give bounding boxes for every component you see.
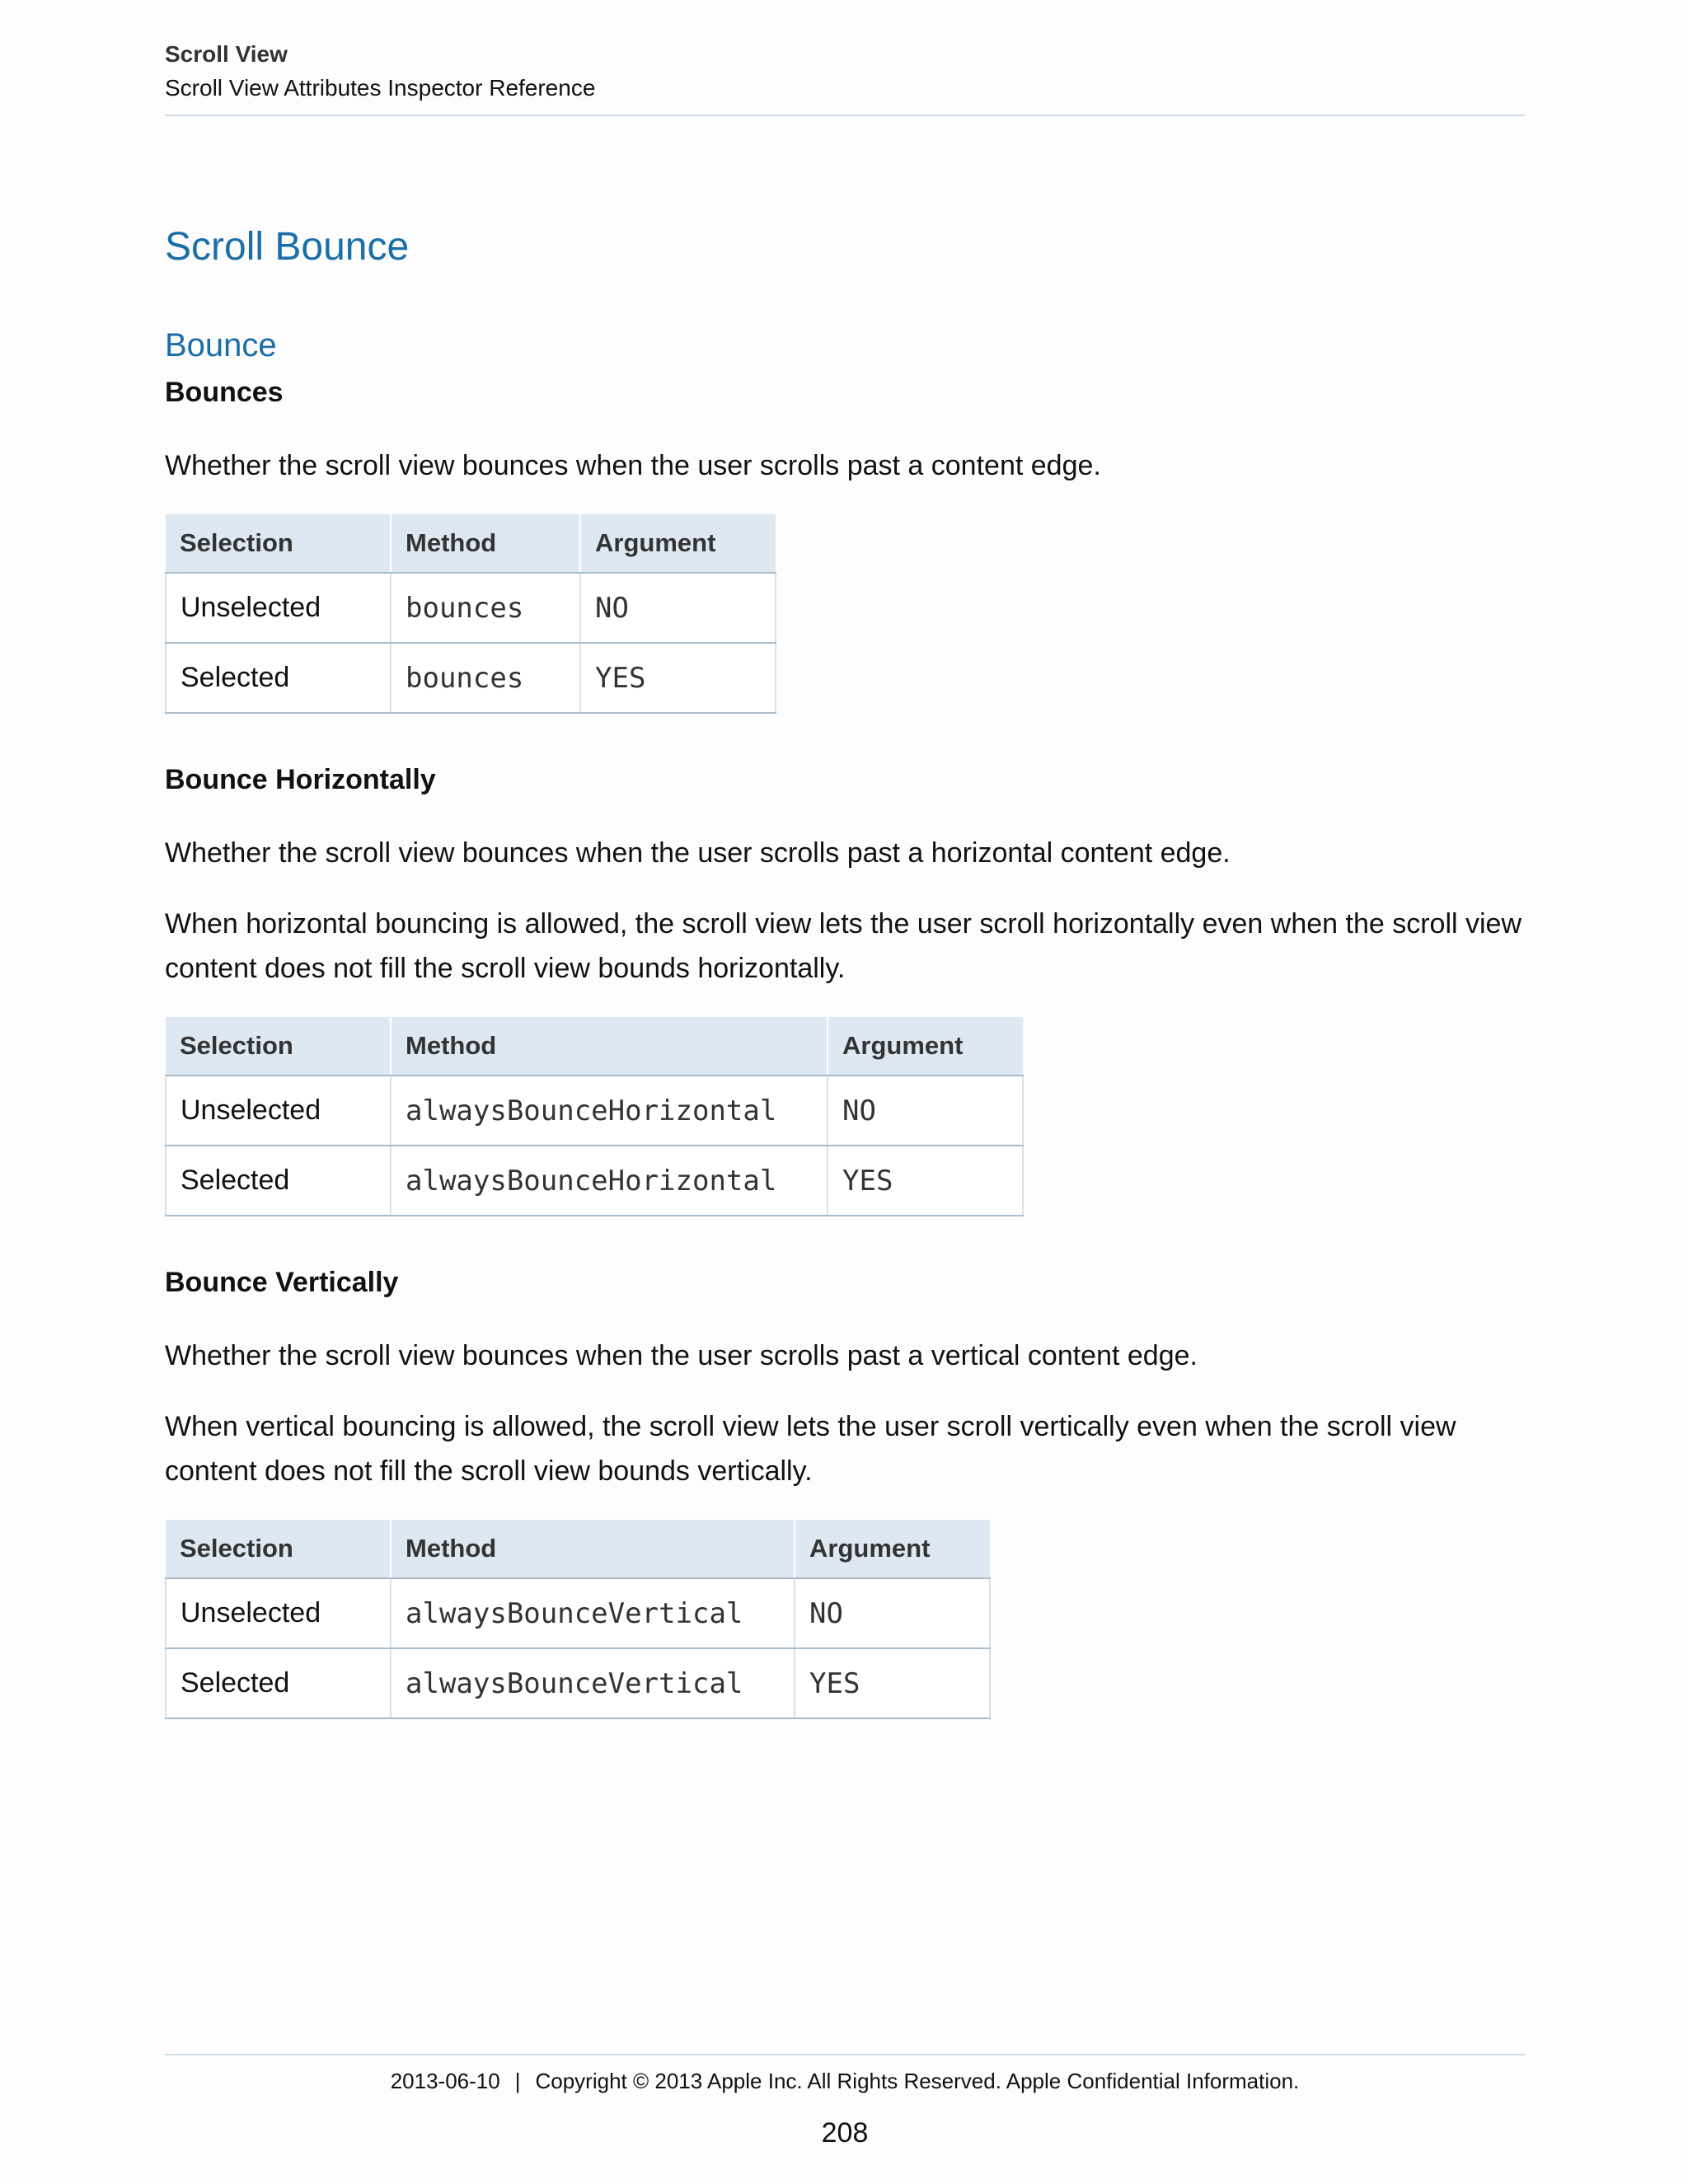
column-header-method: Method <box>391 514 580 573</box>
attribute-description: Whether the scroll view bounces when the user scrolls past a vertical content edge. <box>165 1340 1198 1371</box>
column-header-method: Method <box>391 1017 828 1076</box>
column-header-selection: Selection <box>166 1520 391 1578</box>
argument-cell: YES <box>795 1648 990 1718</box>
column-header-argument: Argument <box>828 1017 1023 1076</box>
footer-date: 2013-06-10 <box>390 2069 500 2093</box>
table-row <box>166 573 776 643</box>
argument-cell: YES <box>580 643 776 713</box>
subsection-title: Bounce <box>165 327 277 363</box>
section-title: Scroll Bounce <box>165 225 410 269</box>
footer-copyright: Copyright © 2013 Apple Inc. All Rights Reserved. Apple Confidential Information. <box>535 2069 1300 2093</box>
page-number: 208 <box>821 2117 869 2149</box>
table-row <box>166 1076 1023 1146</box>
table-row <box>166 1578 990 1648</box>
selection-cell: Selected <box>166 1648 391 1718</box>
selection-cell: Unselected <box>166 1578 391 1648</box>
method-cell: alwaysBounceHorizontal <box>391 1146 828 1216</box>
attribute-title: Bounce Vertically <box>165 1267 399 1298</box>
table-row <box>166 1146 1023 1216</box>
attribute-detail: When horizontal bouncing is allowed, the scroll view lets the user scroll horizontally even when the scroll view content does not fill the scroll view bounds horizontally. <box>165 908 1522 984</box>
attribute-bounce-horizontally <box>165 762 1525 1216</box>
attribute-bounces <box>165 374 1525 714</box>
attribute-bounce-vertically <box>165 1264 1525 1719</box>
method-cell: alwaysBounceVertical <box>391 1578 795 1648</box>
method-cell: bounces <box>391 643 580 713</box>
selection-cell: Unselected <box>166 1076 391 1146</box>
attribute-detail: When vertical bouncing is allowed, the scroll view lets the user scroll vertically even when the scroll view content does not fill the scroll view bounds vertically. <box>165 1411 1456 1487</box>
method-cell: alwaysBounceVertical <box>391 1648 795 1718</box>
attribute-description: Whether the scroll view bounces when the user scrolls past a content edge. <box>165 450 1101 481</box>
argument-cell: NO <box>580 573 776 643</box>
table-header-row <box>166 1017 1023 1076</box>
main-content <box>165 223 1525 1767</box>
header-chapter-title: Scroll View <box>165 41 288 67</box>
header-document-title: Scroll View Attributes Inspector Reference <box>165 75 596 101</box>
argument-cell: YES <box>828 1146 1023 1216</box>
attribute-table <box>165 1017 1024 1216</box>
method-cell: alwaysBounceHorizontal <box>391 1076 828 1146</box>
footer-divider <box>165 2054 1525 2055</box>
attribute-table <box>165 514 776 714</box>
selection-cell: Unselected <box>166 573 391 643</box>
table-header-row <box>166 514 776 573</box>
column-header-method: Method <box>391 1520 795 1578</box>
column-header-selection: Selection <box>166 1017 391 1076</box>
attribute-title: Bounce Horizontally <box>165 764 436 795</box>
table-header-row <box>166 1520 990 1578</box>
attribute-title: Bounces <box>165 377 284 408</box>
footer-separator: | <box>514 2069 521 2093</box>
column-header-argument: Argument <box>580 514 776 573</box>
column-header-selection: Selection <box>166 514 391 573</box>
column-header-argument: Argument <box>795 1520 990 1578</box>
selection-cell: Selected <box>166 1146 391 1216</box>
table-row <box>166 1648 990 1718</box>
table-row <box>166 643 776 713</box>
header-divider <box>165 115 1525 116</box>
footer <box>165 2067 1525 2095</box>
attribute-description: Whether the scroll view bounces when the user scrolls past a horizontal content edge. <box>165 837 1231 869</box>
argument-cell: NO <box>828 1076 1023 1146</box>
argument-cell: NO <box>795 1578 990 1648</box>
running-header <box>165 40 1525 104</box>
method-cell: bounces <box>391 573 580 643</box>
attribute-table <box>165 1520 991 1719</box>
selection-cell: Selected <box>166 643 391 713</box>
